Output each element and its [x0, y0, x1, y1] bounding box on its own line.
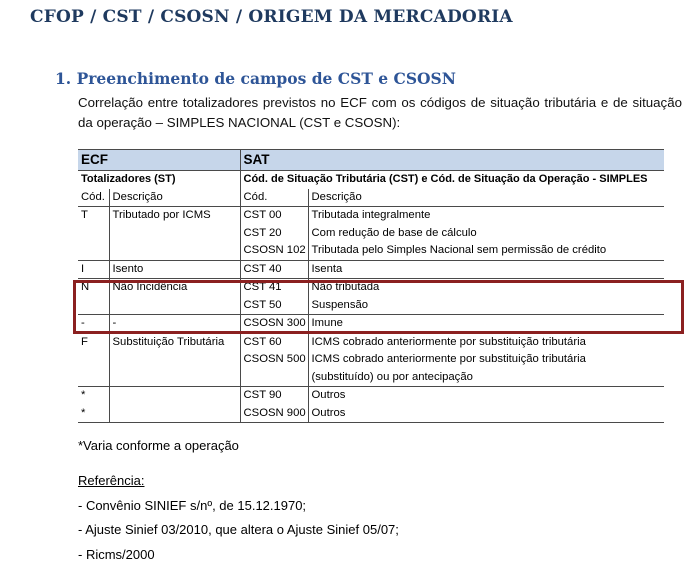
ecf-cod: * — [78, 405, 109, 423]
ecf-desc: - — [109, 315, 240, 334]
sat-cod — [240, 369, 308, 387]
sat-cod: CST 90 — [240, 387, 308, 405]
ecf-cod — [78, 351, 109, 369]
sat-desc: ICMS cobrado anteriormente por substituição tributária — [308, 351, 664, 369]
ecf-cod — [78, 225, 109, 243]
intro-paragraph: Correlação entre totalizadores previstos no ECF com os códigos de situação tributária e de situação da operação – SIMPLES NACIONAL (CST e CSOSN): — [78, 95, 682, 130]
sat-desc: Não tributada — [308, 279, 664, 297]
sat-subheader: Cód. de Situação Tributária (CST) e Cód. de Situação da Operação - SIMPLES — [240, 171, 664, 189]
ecf-cod — [78, 369, 109, 387]
reference-item: - Ajuste Sinief 03/2010, que altera o Ajuste Sinief 05/07; — [78, 522, 399, 537]
sat-cod: CST 50 — [240, 297, 308, 315]
ecf-desc: Não Incidência — [109, 279, 240, 297]
sat-desc: Outros — [308, 387, 664, 405]
ecf-desc: Tributado por ICMS — [109, 207, 240, 225]
ecf-desc — [109, 351, 240, 369]
sat-desc: Imune — [308, 315, 664, 334]
sat-desc: Isenta — [308, 260, 664, 279]
table-row — [78, 405, 664, 423]
table-group-header — [78, 150, 664, 171]
references-heading: Referência: — [78, 473, 145, 488]
sat-cod: CST 40 — [240, 260, 308, 279]
footnote: *Varia conforme a operação — [78, 438, 239, 453]
col-desc2: Descrição — [308, 189, 664, 207]
table-subheader — [78, 171, 664, 189]
sat-header: SAT — [240, 150, 664, 171]
sat-cod: CST 00 — [240, 207, 308, 225]
sat-cod: CST 20 — [240, 225, 308, 243]
ecf-desc — [109, 387, 240, 405]
table-row — [78, 387, 664, 405]
table-row — [78, 207, 664, 225]
ecf-cod: I — [78, 260, 109, 279]
ecf-cod: N — [78, 279, 109, 297]
sat-cod: CSOSN 500 — [240, 351, 308, 369]
table-row — [78, 242, 664, 260]
ecf-cod: T — [81, 209, 88, 221]
sat-desc: Tributada integralmente — [308, 207, 664, 225]
ecf-cod: F — [78, 333, 109, 351]
ecf-desc — [109, 405, 240, 423]
sat-desc: Suspensão — [308, 297, 664, 315]
sat-cod: CSOSN 102 — [240, 242, 308, 260]
table-row — [78, 333, 664, 351]
ecf-cod — [78, 242, 109, 260]
col-desc: Descrição — [109, 189, 240, 207]
ecf-cod: * — [78, 387, 109, 405]
sat-desc: Com redução de base de cálculo — [308, 225, 664, 243]
ecf-desc — [109, 242, 240, 260]
sat-cod: CST 60 — [240, 333, 308, 351]
col-cod: Cód. — [78, 189, 109, 207]
ecf-cod: - — [78, 315, 109, 334]
sat-desc: ICMS cobrado anteriormente por substituição tributária — [308, 333, 664, 351]
sat-desc: (substituído) ou por antecipação — [308, 369, 664, 387]
ecf-subheader: Totalizadores (ST) — [78, 171, 240, 189]
sat-desc: Tributada pelo Simples Nacional sem permissão de crédito — [308, 242, 664, 260]
table-row — [78, 225, 664, 243]
ecf-desc: Isento — [109, 260, 240, 279]
ecf-desc — [109, 369, 240, 387]
highlight-box — [73, 280, 684, 334]
table-row — [78, 351, 664, 369]
sat-desc: Outros — [308, 405, 664, 423]
reference-item: - Ricms/2000 — [78, 546, 155, 562]
sat-cod: CST 41 — [240, 279, 308, 297]
references — [78, 472, 399, 570]
section-heading: 1. Preenchimento de campos de CST e CSOSN — [55, 69, 456, 88]
ecf-header: ECF — [78, 150, 240, 171]
table-row — [78, 260, 664, 279]
document-title: CFOP / CST / CSOSN / ORIGEM DA MERCADORIA — [30, 7, 513, 27]
sat-cod: CSOSN 900 — [240, 405, 308, 423]
sat-cod: CSOSN 300 — [240, 315, 308, 334]
col-cod2: Cód. — [240, 189, 308, 207]
table-column-header — [78, 189, 664, 207]
ecf-desc: Substituição Tributária — [109, 333, 240, 351]
reference-item: - Convênio SINIEF s/nº, de 15.12.1970; — [78, 497, 307, 513]
ecf-desc — [109, 225, 240, 243]
table-row — [78, 369, 664, 387]
